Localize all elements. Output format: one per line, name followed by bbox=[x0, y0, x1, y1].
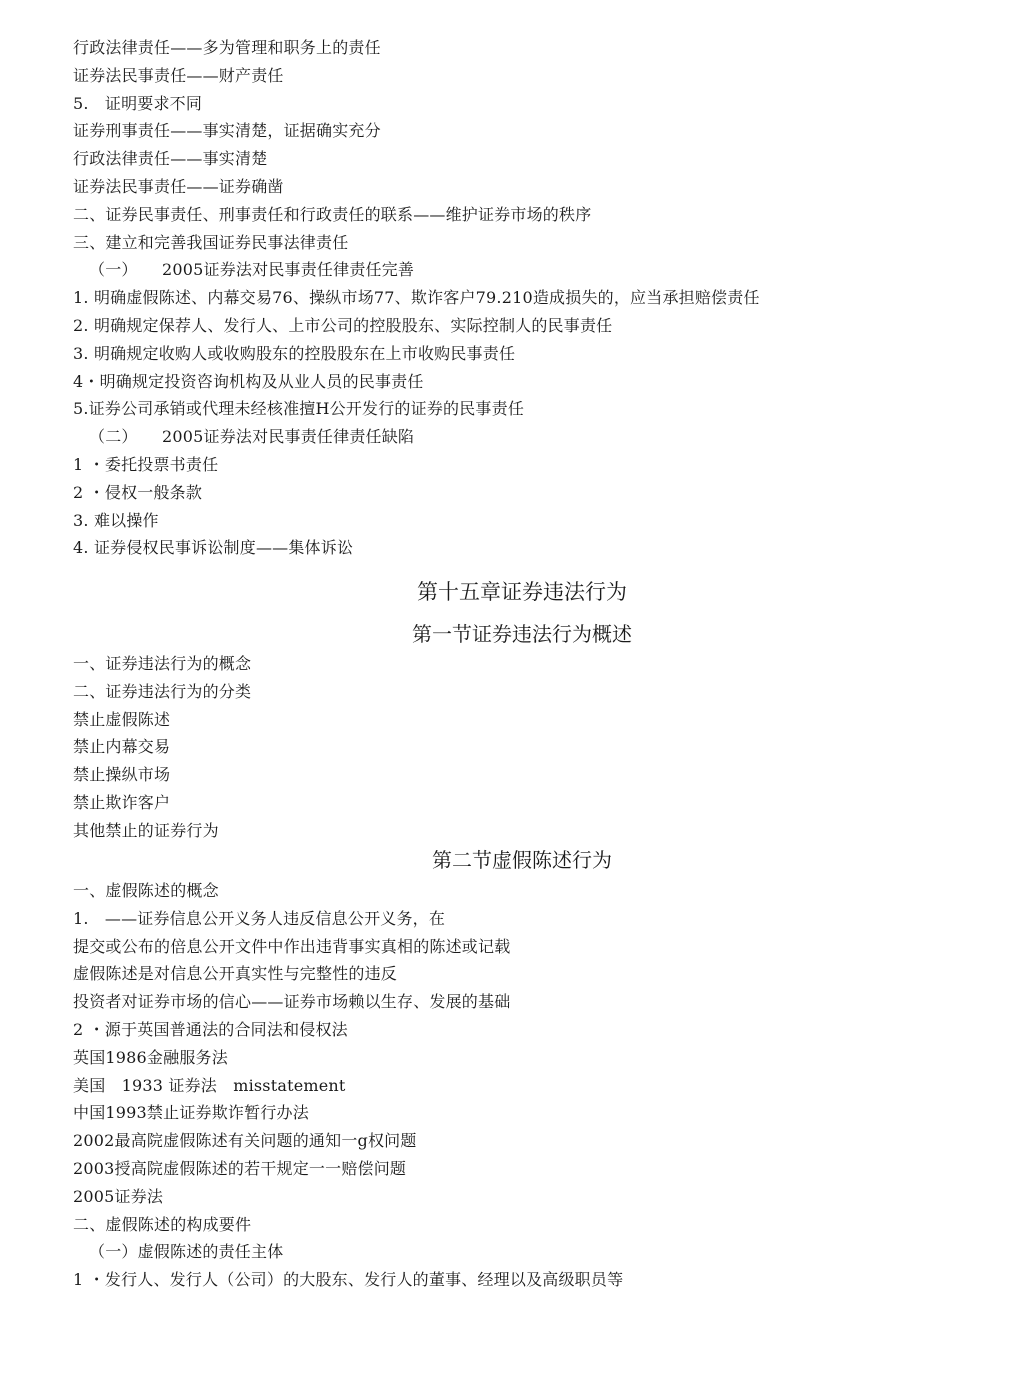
text-line: 三、建立和完善我国证券民事法律责任 bbox=[73, 232, 349, 252]
text-line: 虚假陈述是对信息公开真实性与完整性的违反 bbox=[73, 964, 398, 984]
text-line: 1 ・发行人、发行人（公司）的大股东、发行人的董事、经理以及高级职员等 bbox=[73, 1270, 624, 1290]
text-line: 其他禁止的证券行为 bbox=[73, 820, 219, 840]
text-line: 证券法民事责任——证券确凿 bbox=[73, 176, 284, 196]
text-line: 中国1993禁止证券欺诈暂行办法 bbox=[73, 1103, 309, 1123]
text-line: 2002最高院虚假陈述有关问题的通知一g权问题 bbox=[73, 1131, 417, 1151]
text-line: 5. 证明要求不同 bbox=[73, 93, 203, 113]
text-line: 一、虚假陈述的概念 bbox=[73, 881, 219, 900]
text-line: 禁止内幕交易 bbox=[73, 737, 171, 757]
text-line: 证券法民事责任——财产责任 bbox=[73, 65, 284, 85]
section-title: 第二节虚假陈述行为 bbox=[432, 848, 612, 872]
text-line: 3. 难以操作 bbox=[73, 510, 159, 530]
text-line: 3. 明确规定收购人或收购股东的控股股东在上市收购民事责任 bbox=[73, 343, 516, 363]
text-line: 美国 1933 证券法 misstatement bbox=[73, 1075, 346, 1095]
text-line: 1. 明确虚假陈述、内幕交易76、操纵市场77、欺诈客户79.210造成损失的，应当承担赔偿责任 bbox=[73, 288, 760, 308]
text-line: （二） 2005证券法对民事责任律责任缺陷 bbox=[89, 427, 415, 447]
text-line: 证券刑事责任——事实清楚，证据确实充分 bbox=[73, 121, 381, 141]
text-line: 禁止操纵市场 bbox=[73, 765, 171, 785]
text-line: 2. 明确规定保荐人、发行人、上市公司的控股股东、实际控制人的民事责任 bbox=[73, 315, 613, 335]
text-block-violation-overview bbox=[73, 650, 973, 845]
text-line: 二、虚假陈述的构成要件 bbox=[73, 1214, 252, 1234]
text-line: 1. ——证券信息公开义务人违反信息公开义务，在 bbox=[73, 908, 446, 928]
text-line: 2005证券法 bbox=[73, 1186, 164, 1206]
text-line: 2 ・源于英国普通法的合同法和侵权法 bbox=[73, 1019, 348, 1039]
text-line: 4・明确规定投资咨询机构及从业人员的民事责任 bbox=[73, 371, 424, 391]
text-line: 一、证券违法行为的概念 bbox=[73, 654, 252, 673]
text-line: 4. 证券侵权民事诉讼制度——集体诉讼 bbox=[73, 538, 354, 558]
text-line: 禁止虚假陈述 bbox=[73, 709, 171, 729]
text-line: （一） 2005证券法对民事责任律责任完善 bbox=[89, 260, 415, 280]
text-block-civil-liability bbox=[73, 34, 973, 562]
text-line: 1 ・委托投票书责任 bbox=[73, 454, 219, 474]
text-line: 英国1986金融服务法 bbox=[73, 1047, 228, 1067]
text-line: 5.证券公司承销或代理未经核准擅H公开发行的证券的民事责任 bbox=[73, 399, 525, 419]
text-block-false-statement bbox=[73, 877, 973, 1294]
text-line: 二、证券民事责任、刑事责任和行政责任的联系——维护证券市场的秩序 bbox=[73, 204, 592, 224]
text-line: 禁止欺诈客户 bbox=[73, 792, 171, 812]
section-title: 第一节证券违法行为概述 bbox=[412, 622, 632, 646]
text-line: 提交或公布的倍息公开文件中作出违背事实真相的陈述或记载 bbox=[73, 936, 511, 956]
text-line: 投资者对证券市场的信心——证券市场赖以生存、发展的基础 bbox=[73, 992, 511, 1012]
text-line: 2003授高院虚假陈述的若干规定一一赔偿问题 bbox=[73, 1158, 407, 1178]
text-line: 行政法律责任——多为管理和职务上的责任 bbox=[73, 38, 381, 57]
text-line: （一）虚假陈述的责任主体 bbox=[89, 1242, 284, 1262]
text-line: 行政法律责任——事实清楚 bbox=[73, 149, 268, 169]
text-line: 二、证券违法行为的分类 bbox=[73, 681, 252, 701]
text-line: 2 ・侵权一般条款 bbox=[73, 482, 203, 502]
chapter-title: 第十五章证券违法行为 bbox=[417, 580, 627, 604]
